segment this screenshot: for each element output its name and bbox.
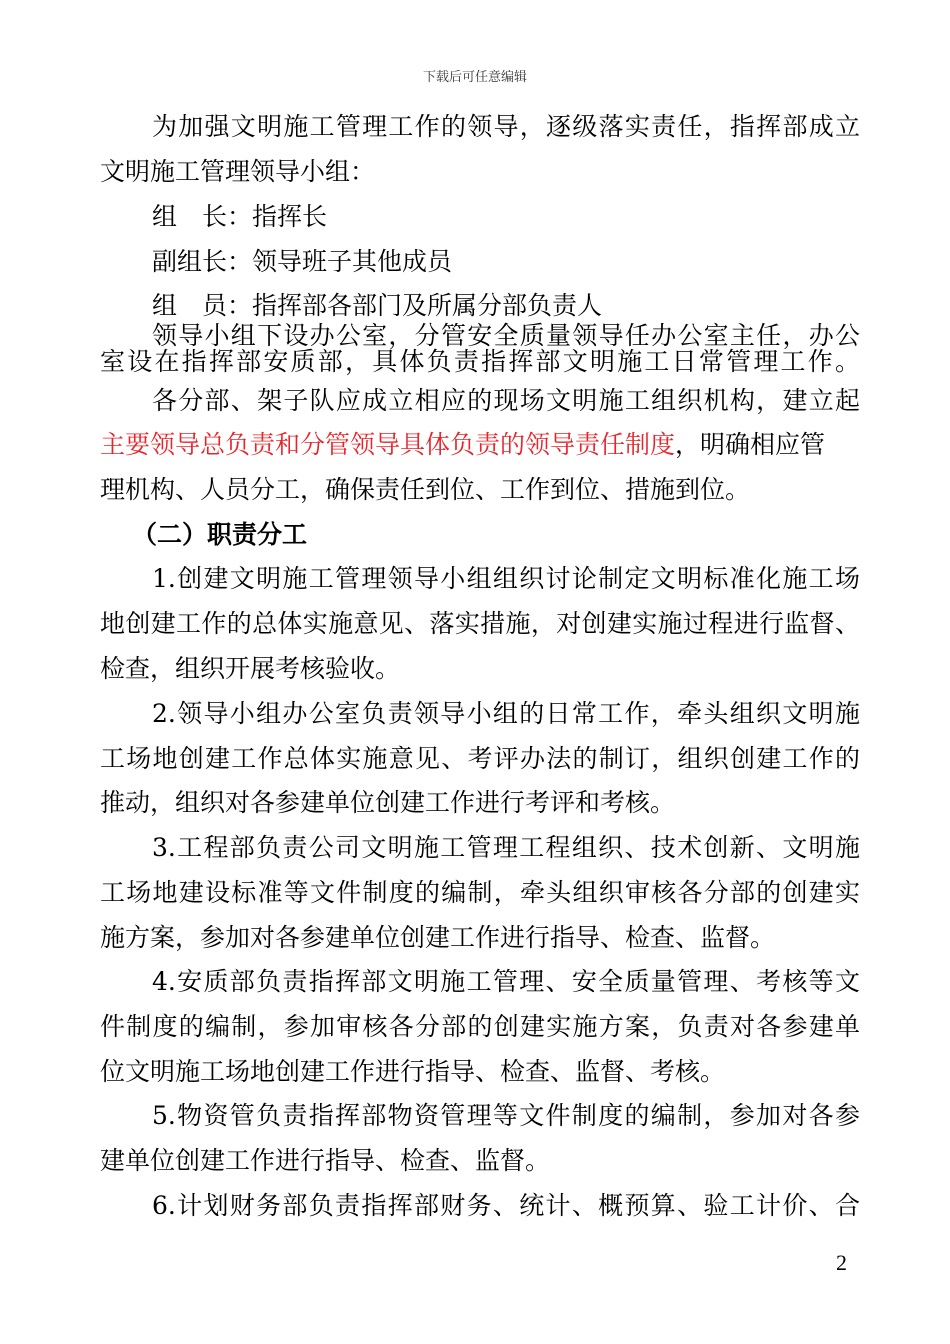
paragraph-line: 组 长：指挥长 [152,202,328,231]
paragraph-line: 检查，组织开展考核验收。 [100,654,401,683]
paragraph-line: 理机构、人员分工，确保责任到位、工作到位、措施到位。 [100,475,751,504]
paragraph-line: 地创建工作的总体实施意见、落实措施，对创建实施过程进行监督、 [100,609,860,638]
paragraph-line: 文明施工管理领导小组： [100,157,376,186]
section-heading: （二）职责分工 [132,520,308,549]
paragraph-line: 为加强文明施工管理工作的领导，逐级落实责任，指挥部成立 [152,112,860,141]
paragraph-line: 工场地创建工作总体实施意见、考评办法的制订，组织创建工作的 [100,744,860,773]
paragraph-line: 位文明施工场地创建工作进行指导、检查、监督、考核。 [100,1057,726,1086]
paragraph-line: 室设在指挥部安质部，具体负责指挥部文明施工日常管理工作。 [100,347,860,376]
page-header: 下载后可任意编辑 [422,70,527,85]
paragraph-line: 各分部、架子队应成立相应的现场文明施工组织机构，建立起 [152,386,860,415]
paragraph-line: 2.领导小组办公室负责领导小组的日常工作，牵头组织文明施 [152,699,860,728]
red-highlight-text: 主要领导总负责和分管领导具体负责的领导责任制度 [100,430,676,459]
paragraph-line: 6.计划财务部负责指挥部财务、统计、概预算、验工计价、合 [152,1191,860,1220]
paragraph-line-mixed [100,429,860,461]
paragraph-line: 4.安质部负责指挥部文明施工管理、安全质量管理、考核等文 [152,967,860,996]
paragraph-line: 组 员：指挥部各部门及所属分部负责人 [152,291,603,320]
paragraph-line: 领导小组下设办公室，分管安全质量领导任办公室主任，办公 [152,321,860,350]
paragraph-line: 施方案，参加对各参建单位创建工作进行指导、检查、监督。 [100,923,776,952]
paragraph-line: 3.工程部负责公司文明施工管理工程组织、技术创新、文明施 [152,833,860,862]
paragraph-line: 副组长：领导班子其他成员 [152,247,453,276]
paragraph-line: 1.创建文明施工管理领导小组组织讨论制定文明标准化施工场 [152,564,860,593]
paragraph-line: 件制度的编制，参加审核各分部的创建实施方案，负责对各参建单 [100,1012,860,1041]
paragraph-line: 工场地建设标准等文件制度的编制，牵头组织审核各分部的创建实 [100,878,860,907]
paragraph-line: 建单位创建工作进行指导、检查、监督。 [100,1146,551,1175]
page-number: 2 [836,1250,847,1275]
paragraph-line: 5.物资管负责指挥部物资管理等文件制度的编制，参加对各参 [152,1101,860,1130]
paragraph-line: 推动，组织对各参建单位创建工作进行考评和考核。 [100,788,676,817]
paragraph-line-tail: ，明确相应管 [675,430,826,459]
